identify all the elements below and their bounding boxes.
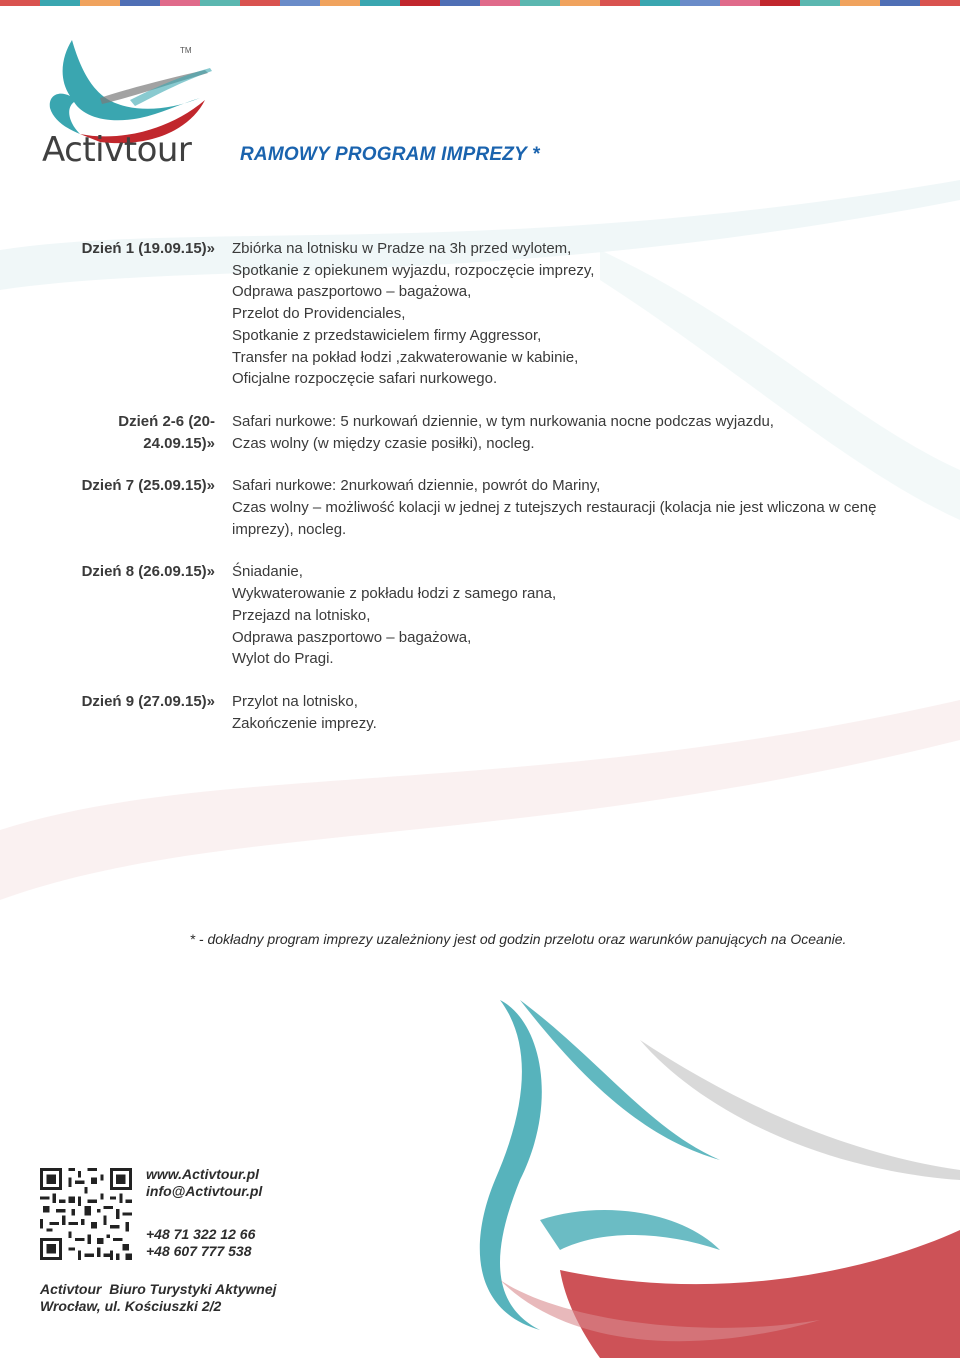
activity-line: Odprawa paszportowo – bagażowa,	[232, 628, 472, 646]
activity-line: Przejazd na lotnisko,	[232, 606, 371, 624]
activity-line: Wykwaterowanie z pokładu łodzi z samego rana,	[232, 585, 557, 603]
qr-code-icon	[40, 1168, 132, 1260]
company-name: Activtour Biuro Turystyki Aktywnej	[40, 1281, 277, 1297]
activity-line: Oficjalne rozpoczęcie safari nurkowego.	[232, 370, 498, 388]
activity-line: Odprawa paszportowo – bagażowa,	[232, 283, 472, 301]
email-link[interactable]: info@Activtour.pl	[146, 1183, 263, 1199]
activity-line: Spotkanie z opiekunem wyjazdu, rozpoczęcie imprezy,	[232, 261, 595, 279]
program-schedule	[70, 238, 930, 755]
trademark-mark: TM	[180, 46, 192, 55]
activity-line: Safari nurkowe: 2nurkowań dziennie, powrót do Mariny,	[232, 477, 601, 495]
program-day	[70, 691, 930, 734]
program-day	[70, 475, 930, 540]
activity-line: Wylot do Pragi.	[232, 650, 334, 668]
company-address: Wrocław, ul. Kościuszki 2/2	[40, 1298, 222, 1314]
day-label: Dzień 8 (26.09.15)»	[81, 563, 215, 581]
day-activities	[232, 238, 930, 390]
program-day	[70, 238, 930, 390]
day-label: Dzień 9 (27.09.15)»	[81, 692, 215, 710]
activity-line: Czas wolny – możliwość kolacji w jednej z tutejszych restauracji (kolacja nie jest wliczona w cenę imprezy), nocleg.	[232, 499, 877, 538]
company-info	[40, 1281, 277, 1315]
day-activities	[232, 561, 930, 670]
website-link[interactable]: www.Activtour.pl	[146, 1166, 260, 1182]
program-footnote: * - dokładny program imprezy uzależniony jest od godzin przelotu oraz warunków panujących na Oceanie.	[189, 931, 847, 947]
program-day	[70, 411, 930, 454]
web-contact	[146, 1166, 262, 1200]
phone-number[interactable]: +48 71 322 12 66	[146, 1226, 256, 1242]
activity-line: Zakończenie imprezy.	[232, 714, 377, 732]
program-day	[70, 561, 930, 670]
day-label: Dzień 1 (19.09.15)»	[81, 240, 215, 257]
activity-line: Zbiórka na lotnisku w Pradze na 3h przed wylotem,	[232, 240, 572, 257]
logo-wordmark: Activtour	[42, 130, 192, 170]
document-title: RAMOWY PROGRAM IMPREZY *	[240, 144, 540, 165]
activity-line: Safari nurkowe: 5 nurkowań dziennie, w tym nurkowania nocne podczas wyjazdu,	[232, 412, 774, 430]
activity-line: Śniadanie,	[232, 563, 303, 581]
activity-line: Przelot do Providenciales,	[232, 305, 406, 323]
activity-line: Spotkanie z przedstawicielem firmy Aggressor,	[232, 326, 542, 344]
day-label: Dzień 2-6 (20-24.09.15)»	[118, 412, 215, 452]
day-activities	[232, 691, 930, 734]
activity-line: Transfer na pokład łodzi ,zakwaterowanie w kabinie,	[232, 348, 579, 366]
activity-line: Czas wolny (w między czasie posiłki), nocleg.	[232, 434, 535, 452]
day-activities	[232, 411, 930, 454]
day-label: Dzień 7 (25.09.15)»	[81, 477, 215, 495]
day-activities	[232, 475, 930, 540]
phone-contact	[146, 1226, 255, 1260]
phone-number[interactable]: +48 607 777 538	[146, 1243, 252, 1259]
activity-line: Przylot na lotnisko,	[232, 692, 358, 710]
